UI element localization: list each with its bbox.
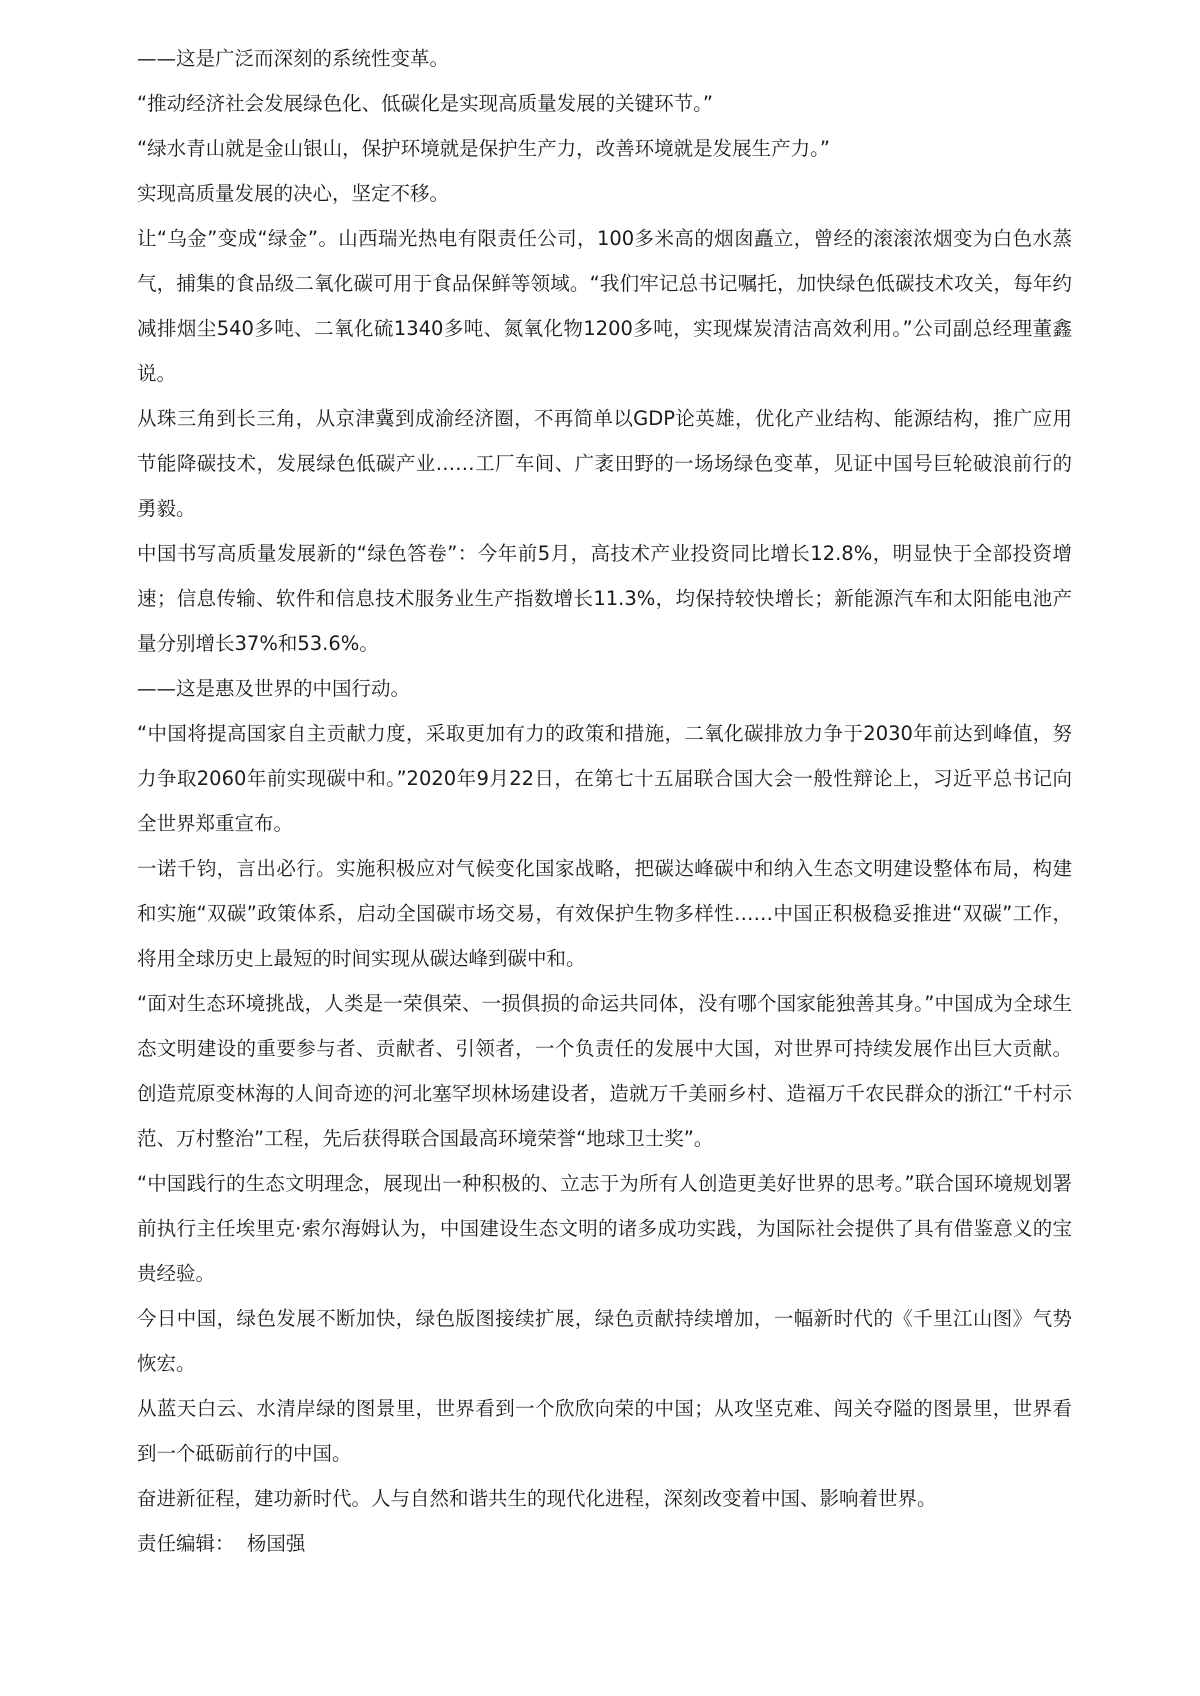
paragraph-12: “中国践行的生态文明理念，展现出一种积极的、立志于为所有人创造更美好世界的思考。”联合国环境规划署前执行主任埃里克·索尔海姆认为，中国建设生态文明的诸多成功实践，为国际社会提供了具有借鉴意义的宝贵经验。 [137,1172,1072,1285]
paragraph-3: “绿水青山就是金山银山，保护环境就是保护生产力，改善环境就是发展生产力。” [137,137,830,160]
editor-label: 责任编辑： [137,1532,235,1555]
editor-name: 杨国强 [246,1532,306,1555]
paragraph-6: 从珠三角到长三角，从京津冀到成渝经济圈，不再简单以GDP论英雄，优化产业结构、能源结构，推广应用节能降碳技术，发展绿色低碳产业……工厂车间、广袤田野的一场场绿色变革，见证中国号巨轮破浪前行的勇毅。 [137,407,1072,520]
paragraph-13: 今日中国，绿色发展不断加快，绿色版图接续扩展，绿色贡献持续增加，一幅新时代的《千里江山图》气势恢宏。 [137,1307,1072,1375]
editor-credit [137,1521,1072,1566]
paragraph-4: 实现高质量发展的决心，坚定不移。 [137,182,450,205]
paragraph-7: 中国书写高质量发展新的“绿色答卷”：今年前5月，高技术产业投资同比增长12.8%，明显快于全部投资增速；信息传输、软件和信息技术服务业生产指数增长11.3%，均保持较快增长；新能源汽车和太阳能电池产量分别增长37%和53.6%。 [137,542,1072,655]
paragraph-11: “面对生态环境挑战，人类是一荣俱荣、一损俱损的命运共同体，没有哪个国家能独善其身。”中国成为全球生态文明建设的重要参与者、贡献者、引领者，一个负责任的发展中大国，对世界可持续发展作出巨大贡献。创造荒原变林海的人间奇迹的河北塞罕坝林场建设者，造就万千美丽乡村、造福万千农民群众的浙江“千村示范、万村整治”工程，先后获得联合国最高环境荣誉“地球卫士奖”。 [137,992,1072,1150]
paragraph-8: ——这是惠及世界的中国行动。 [137,677,411,700]
paragraph-1: ——这是广泛而深刻的系统性变革。 [137,47,450,70]
paragraph-2: “推动经济社会发展绿色化、低碳化是实现高质量发展的关键环节。” [137,92,713,115]
paragraph-14: 从蓝天白云、水清岸绿的图景里，世界看到一个欣欣向荣的中国；从攻坚克难、闯关夺隘的图景里，世界看到一个砥砺前行的中国。 [137,1397,1072,1465]
paragraph-10: 一诺千钧，言出必行。实施积极应对气候变化国家战略，把碳达峰碳中和纳入生态文明建设整体布局，构建和实施“双碳”政策体系，启动全国碳市场交易，有效保护生物多样性……中国正积极稳妥推进“双碳”工作，将用全球历史上最短的时间实现从碳达峰到碳中和。 [137,857,1072,970]
paragraph-9: “中国将提高国家自主贡献力度，采取更加有力的政策和措施，二氧化碳排放力争于2030年前达到峰值，努力争取2060年前实现碳中和。”2020年9月22日，在第七十五届联合国大会一般性辩论上，习近平总书记向全世界郑重宣布。 [137,722,1072,835]
paragraph-15: 奋进新征程，建功新时代。人与自然和谐共生的现代化进程，深刻改变着中国、影响着世界。 [137,1487,937,1510]
paragraph-5: 让“乌金”变成“绿金”。山西瑞光热电有限责任公司，100多米高的烟囱矗立，曾经的滚滚浓烟变为白色水蒸气，捕集的食品级二氧化碳可用于食品保鲜等领域。“我们牢记总书记嘱托，加快绿色低碳技术攻关，每年约减排烟尘540多吨、二氧化硫1340多吨、氮氧化物1200多吨，实现煤炭清洁高效利用。”公司副总经理董鑫说。 [137,227,1072,385]
article-body [137,36,1072,1566]
